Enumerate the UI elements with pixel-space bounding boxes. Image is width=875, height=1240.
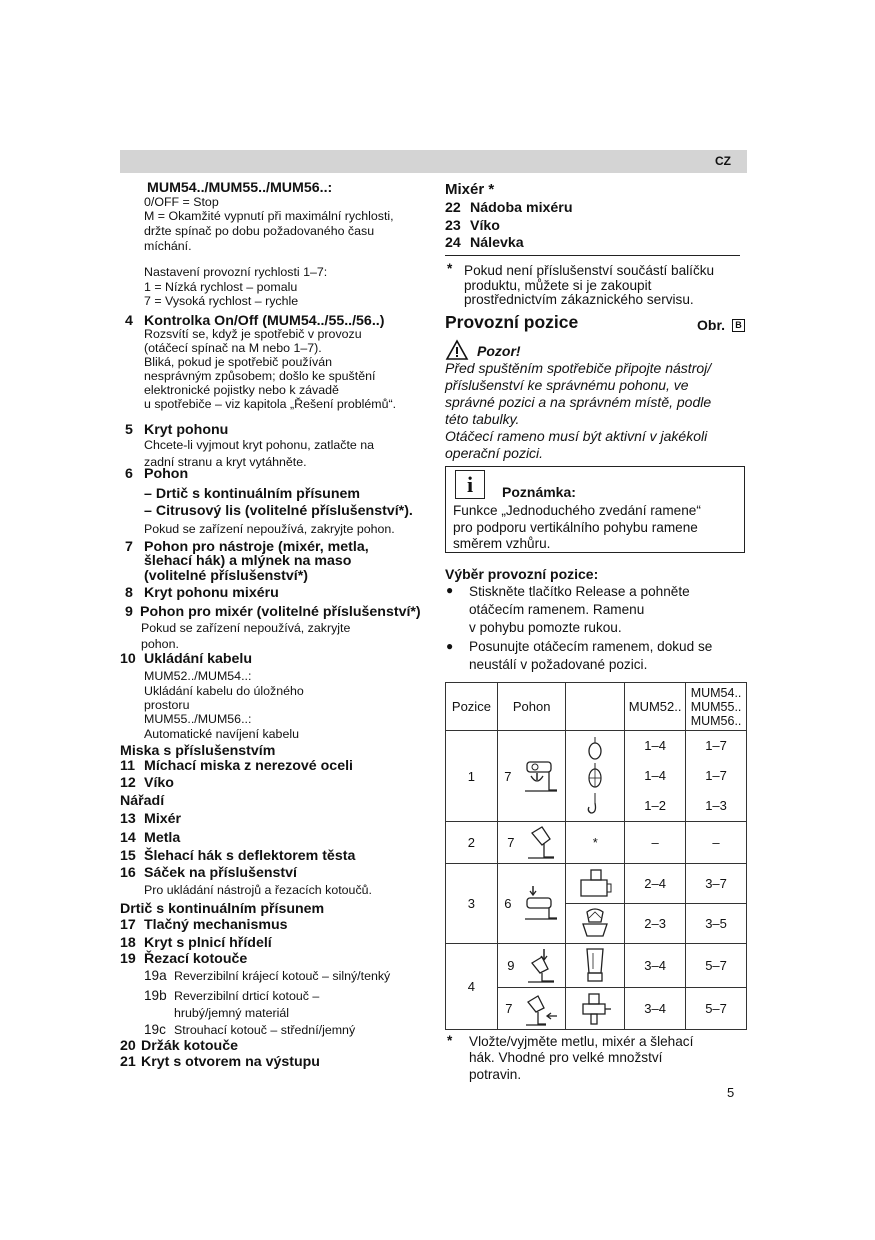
mixer-heading: Mixér * bbox=[445, 181, 495, 198]
caution-line: Otáčecí rameno musí být aktivní v jakékoli bbox=[445, 428, 708, 444]
speed-line: Nastavení provozní rychlosti 1–7: bbox=[144, 265, 328, 279]
item-number: 21 bbox=[120, 1054, 136, 1070]
bullet-icon: ● bbox=[446, 639, 454, 653]
info-icon: i bbox=[455, 470, 485, 499]
page-header-bar bbox=[120, 150, 747, 173]
drive-number: 7 bbox=[507, 835, 515, 850]
value-cell: – bbox=[686, 822, 747, 864]
warning-icon bbox=[445, 339, 469, 361]
section-heading: Nářadí bbox=[120, 793, 165, 809]
language-code: CZ bbox=[715, 154, 731, 168]
header-cell: Pozice bbox=[446, 683, 498, 731]
item-title: Mixér bbox=[144, 811, 182, 827]
bullet-line: Posunujte otáčecím ramenem, dokud se bbox=[469, 639, 713, 654]
bullet-icon: ● bbox=[446, 583, 454, 597]
figure-ref-box: B bbox=[732, 319, 745, 332]
table-header-row bbox=[446, 683, 747, 731]
citrus-press-icon bbox=[577, 908, 613, 940]
section-title: Provozní pozice bbox=[445, 312, 579, 332]
drive-number: 9 bbox=[507, 958, 515, 973]
table-row bbox=[446, 944, 747, 988]
item-line: elektronické pojistky nebo k závadě bbox=[144, 383, 339, 397]
section-heading: Drtič s kontinuálním přísunem bbox=[120, 901, 325, 917]
speed-line: 1 = Nízká rychlost – pomalu bbox=[144, 280, 298, 294]
bullet-line: otáčecím ramenem. Ramenu bbox=[469, 602, 645, 617]
caution-line: této tabulky. bbox=[445, 411, 520, 427]
value: 1–7 bbox=[705, 738, 727, 753]
item-line: Rozsvítí se, když je spotřebič v provozu bbox=[144, 327, 362, 341]
footnote-star: * bbox=[447, 261, 453, 276]
value: 1–4 bbox=[644, 768, 666, 783]
item-number: 11 bbox=[120, 758, 135, 774]
drive-cell bbox=[497, 822, 566, 864]
value: 1–3 bbox=[705, 798, 727, 813]
mum-line: míchání. bbox=[144, 239, 192, 253]
caution-line: správné pozici a na správném místě, podle bbox=[445, 394, 712, 410]
item-number: 8 bbox=[125, 585, 133, 601]
item-title: Metla bbox=[144, 830, 181, 846]
value: 1–7 bbox=[705, 768, 727, 783]
header-line: MUM56.. bbox=[690, 713, 742, 728]
sub-number: 19b bbox=[144, 988, 167, 1003]
item-line: MUM52../MUM54..: bbox=[144, 669, 252, 683]
item-sub: – Citrusový lis (volitelné příslušenství*). bbox=[144, 503, 413, 519]
value-cell: 3–5 bbox=[686, 904, 747, 944]
item-title: Pohon pro nástroje (mixér, metla, bbox=[144, 539, 369, 555]
position-cell: 2 bbox=[446, 822, 498, 864]
blender-icon bbox=[583, 947, 607, 985]
item-line: prostoru bbox=[144, 698, 190, 712]
position-cell: 4 bbox=[446, 944, 498, 1030]
value-cell: 2–3 bbox=[625, 904, 686, 944]
drive-cell bbox=[497, 944, 566, 988]
value-cell bbox=[625, 731, 686, 822]
value-cell: – bbox=[625, 822, 686, 864]
item-line: Chcete-li vyjmout kryt pohonu, zatlačte na bbox=[144, 438, 375, 452]
item-title: Ukládání kabelu bbox=[144, 651, 253, 667]
position-cell: 1 bbox=[446, 731, 498, 822]
header-cell: Pohon bbox=[497, 683, 566, 731]
item-title: Nálevka bbox=[470, 235, 524, 251]
note-title: Poznámka: bbox=[502, 484, 576, 500]
item-line: MUM55../MUM56..: bbox=[144, 712, 252, 726]
item-line: Pokud se zařízení nepoužívá, zakryjte pohon. bbox=[144, 522, 395, 536]
note-line: pro podporu vertikálního pohybu ramene bbox=[453, 520, 698, 535]
header-cell: MUM52.. bbox=[625, 683, 686, 731]
bullet-line: neustálí v požadované pozici. bbox=[469, 657, 648, 672]
item-number: 23 bbox=[445, 218, 461, 234]
drive-number: 6 bbox=[504, 896, 512, 911]
footnote-line: Pokud není příslušenství součástí balíčku bbox=[464, 263, 715, 278]
item-number: 9 bbox=[125, 604, 133, 620]
tool-cell bbox=[566, 731, 625, 822]
item-title: Pohon bbox=[144, 466, 189, 482]
drive-cell bbox=[497, 731, 566, 822]
tool-icons bbox=[585, 735, 605, 817]
sub-text: hrubý/jemný materiál bbox=[174, 1006, 290, 1020]
item-title: Řezací kotouče bbox=[144, 951, 248, 967]
value-cell bbox=[686, 731, 747, 822]
item-title: Míchací miska z nerezové oceli bbox=[144, 758, 353, 774]
item-title: Tlačný mechanismus bbox=[144, 917, 288, 933]
sub-text: Reverzibilní drticí kotouč – bbox=[174, 989, 320, 1003]
item-number: 4 bbox=[125, 313, 133, 329]
caution-title: Pozor! bbox=[477, 343, 521, 359]
item-number: 22 bbox=[445, 200, 461, 216]
item-title: Držák kotouče bbox=[141, 1038, 238, 1054]
item-line: zadní stranu a kryt vytáhněte. bbox=[144, 455, 307, 469]
table-row bbox=[446, 864, 747, 904]
footnote-line: produktu, můžete si je zakoupit bbox=[464, 278, 652, 293]
footnote-line: prostřednictvím zákaznického servisu. bbox=[464, 292, 694, 307]
item-number: 24 bbox=[445, 235, 461, 251]
shredder-icon bbox=[577, 868, 613, 900]
mum-line: 0/OFF = Stop bbox=[144, 195, 219, 209]
drive-cell bbox=[497, 864, 566, 944]
item-line: Ukládání kabelu do úložného bbox=[144, 684, 304, 698]
item-title: Víko bbox=[144, 775, 174, 791]
drive-number: 7 bbox=[505, 1001, 513, 1016]
item-line: (otáčecí spínač na M nebo 1–7). bbox=[144, 341, 322, 355]
item-number: 19 bbox=[120, 951, 136, 967]
footnote-star: * bbox=[447, 1033, 453, 1048]
section-heading: Miska s příslušenstvím bbox=[120, 743, 276, 759]
mum-line: M = Okamžité vypnutí při maximální rychlosti, bbox=[144, 209, 394, 223]
value-cell: 3–7 bbox=[686, 864, 747, 904]
tool-cell bbox=[566, 864, 625, 904]
item-number: 14 bbox=[120, 830, 136, 846]
shredder-drive-icon bbox=[523, 884, 559, 924]
item-title: Sáček na příslušenství bbox=[144, 865, 297, 881]
value-cell: 5–7 bbox=[686, 988, 747, 1030]
value-cell: 3–4 bbox=[625, 988, 686, 1030]
item-title: Nádoba mixéru bbox=[470, 200, 573, 216]
header-cell bbox=[566, 683, 625, 731]
mixer-machine-icon bbox=[523, 756, 559, 796]
item-title: Kryt pohonu bbox=[144, 422, 229, 438]
item-number: 5 bbox=[125, 422, 133, 438]
note-line: Funkce „Jednoduchého zvedání ramene“ bbox=[453, 503, 701, 518]
header-cell bbox=[686, 683, 747, 731]
bullet-line: Stiskněte tlačítko Release a pohněte bbox=[469, 584, 690, 599]
item-number: 18 bbox=[120, 935, 136, 951]
caution-line: Před spuštěním spotřebiče připojte nástroj/ bbox=[445, 360, 712, 376]
drive-cell bbox=[497, 988, 566, 1030]
bullet-line: v pohybu pomozte rukou. bbox=[469, 620, 622, 635]
item-line: Bliká, pokud je spotřebič používán bbox=[144, 355, 333, 369]
header-line: MUM54.. bbox=[690, 685, 742, 700]
mum-line: držte spínač po dobu požadovaného času bbox=[144, 224, 375, 238]
item-line: u spotřebiče – viz kapitola „Řešení problémů“. bbox=[144, 397, 397, 411]
note-line: směrem vzhůru. bbox=[453, 536, 551, 551]
value: 1–2 bbox=[644, 798, 666, 813]
positions-table bbox=[445, 682, 747, 1030]
mum-title: MUM54../MUM55../MUM56..: bbox=[147, 180, 333, 196]
figure-label: Obr. bbox=[697, 317, 726, 333]
machine-raised-icon bbox=[526, 825, 556, 861]
item-title: Kontrolka On/Off (MUM54../55../56..) bbox=[144, 313, 385, 329]
item-number: 13 bbox=[120, 811, 136, 827]
meat-grinder-drive-icon bbox=[524, 990, 558, 1028]
item-title: (volitelné příslušenství*) bbox=[144, 568, 308, 584]
item-title: Kryt s plnicí hřídelí bbox=[144, 935, 272, 951]
bottom-note-line: Vložte/vyjměte metlu, mixér a šlehací bbox=[469, 1034, 694, 1049]
item-number: 15 bbox=[120, 848, 136, 864]
item-sub: – Drtič s kontinuálním přísunem bbox=[144, 486, 361, 502]
sub-number: 19a bbox=[144, 968, 167, 983]
sub-text: Strouhací kotouč – střední/jemný bbox=[174, 1023, 356, 1037]
item-line: Pokud se zařízení nepoužívá, zakryjte bbox=[141, 621, 351, 635]
page-number: 5 bbox=[727, 1085, 735, 1100]
tool-cell bbox=[566, 904, 625, 944]
item-line: Automatické navíjení kabelu bbox=[144, 727, 299, 741]
bottom-note-line: hák. Vhodné pro velké množství bbox=[469, 1050, 663, 1065]
item-line: nesprávným způsobem; došlo ke spuštění bbox=[144, 369, 376, 383]
item-number: 10 bbox=[120, 651, 136, 667]
item-number: 6 bbox=[125, 466, 133, 482]
sub-text: Reverzibilní krájecí kotouč – silný/tenký bbox=[174, 969, 391, 983]
bottom-note-line: potravin. bbox=[469, 1067, 522, 1082]
tool-cell bbox=[566, 944, 625, 988]
caution-line: operační pozici. bbox=[445, 445, 544, 461]
position-cell: 3 bbox=[446, 864, 498, 944]
item-title: Víko bbox=[470, 218, 500, 234]
item-title: Šlehací hák s deflektorem těsta bbox=[144, 848, 356, 864]
item-title: Pohon pro mixér (volitelné příslušenství*) bbox=[140, 604, 421, 620]
item-number: 17 bbox=[120, 917, 136, 933]
value: 1–4 bbox=[644, 738, 666, 753]
item-number: 20 bbox=[120, 1038, 136, 1054]
item-line: pohon. bbox=[141, 637, 179, 651]
divider bbox=[445, 255, 740, 256]
speed-line: 7 = Vysoká rychlost – rychle bbox=[144, 294, 299, 308]
blender-drive-icon bbox=[526, 947, 556, 985]
table-row bbox=[446, 822, 747, 864]
sub-number: 19c bbox=[144, 1022, 166, 1037]
drive-number: 7 bbox=[504, 768, 512, 784]
value-cell: 3–4 bbox=[625, 944, 686, 988]
item-number: 7 bbox=[125, 539, 133, 555]
item-title: Kryt pohonu mixéru bbox=[144, 585, 279, 601]
value-cell: 5–7 bbox=[686, 944, 747, 988]
item-line: Pro ukládání nástrojů a řezacích kotoučů. bbox=[144, 883, 372, 897]
header-line: MUM55.. bbox=[690, 699, 742, 714]
item-title: Kryt s otvorem na výstupu bbox=[141, 1054, 320, 1070]
value-cell: 2–4 bbox=[625, 864, 686, 904]
caution-line: příslušenství ke správnému pohonu, ve bbox=[445, 377, 689, 393]
select-title: Výběr provozní pozice: bbox=[445, 566, 599, 582]
item-number: 12 bbox=[120, 775, 136, 791]
meat-grinder-icon bbox=[577, 992, 613, 1026]
item-number: 16 bbox=[120, 865, 136, 881]
item-title: šlehací hák) a mlýnek na maso bbox=[144, 553, 352, 569]
tool-cell bbox=[566, 988, 625, 1030]
table-row bbox=[446, 731, 747, 822]
tool-cell: * bbox=[566, 822, 625, 864]
